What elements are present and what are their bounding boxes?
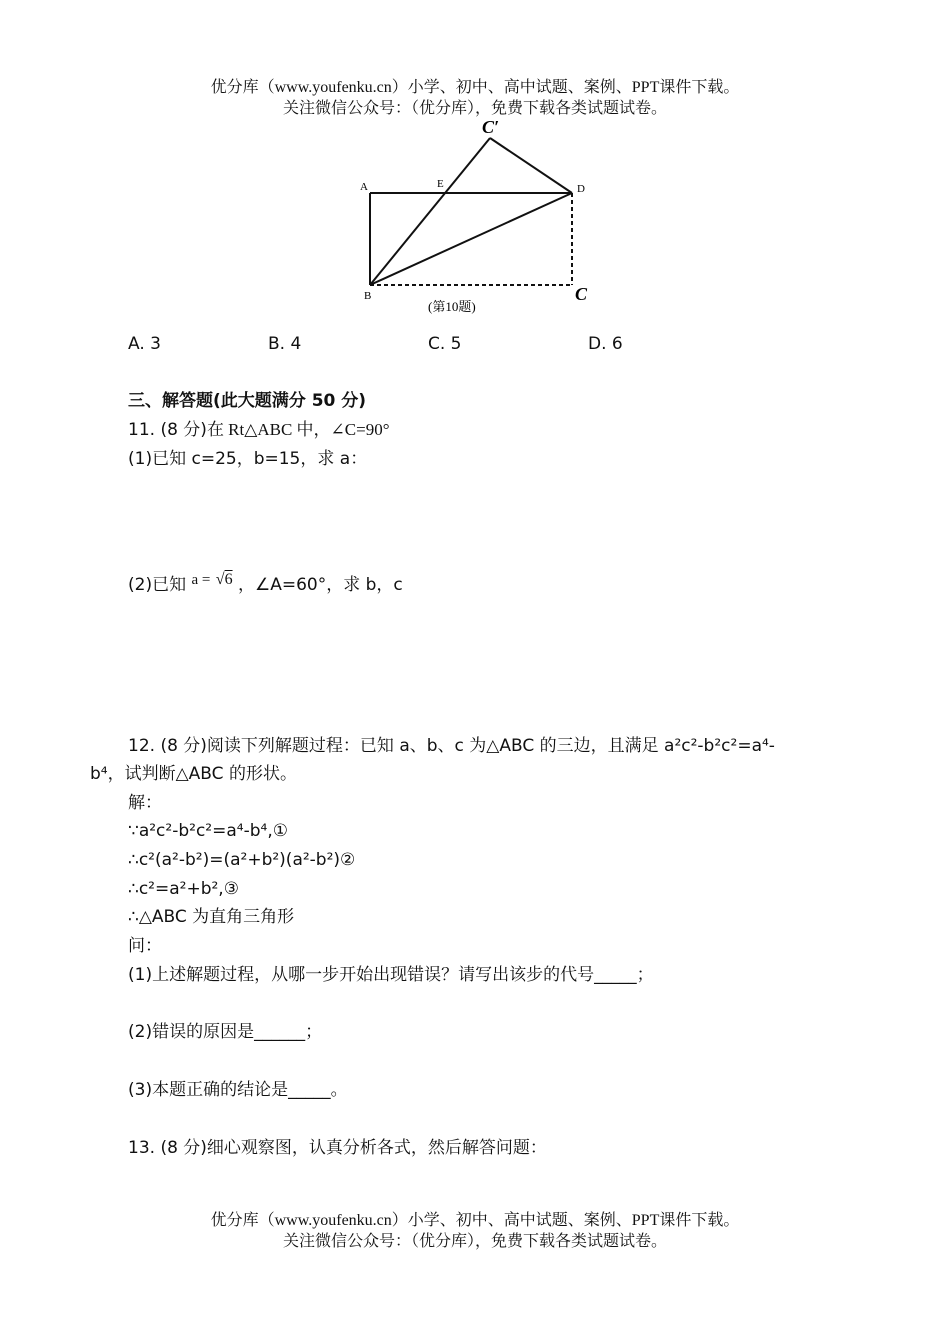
label-c: C	[575, 284, 588, 304]
q11-part2-prefix: (2)已知	[128, 575, 187, 595]
page-header-line1: 优分库（www.youfenku.cn）小学、初中、高中试题、案例、PPT课件下载。	[210, 79, 740, 96]
option-a: A. 3	[128, 334, 161, 354]
geometry-figure	[0, 118, 950, 318]
page-footer-line2: 关注微信公众号：（优分库），免费下载各类试题试卷。	[282, 1233, 667, 1250]
q12-step4: ∴△ABC 为直角三角形	[128, 907, 295, 927]
q12-step1: ∵a²c²-b²c²=a⁴-b⁴,①	[128, 821, 288, 841]
sqrt-icon: √6	[215, 571, 233, 588]
q13-stem: 13. (8 分)细心观察图，认真分析各式，然后解答问题：	[128, 1138, 547, 1158]
label-d: D	[577, 183, 585, 195]
section-title: 三、解答题(此大题满分 50 分)	[128, 391, 367, 411]
option-c: C. 5	[428, 334, 462, 354]
q12-sub1: (1)上述解题过程，从哪一步开始出现错误？请写出该步的代号_____；	[128, 965, 654, 985]
q12-step3: ∴c²=a²+b²,③	[128, 879, 239, 899]
q11-part1: (1)已知 c=25，b=15，求 a：	[128, 449, 368, 469]
segment-c-prime-d	[490, 138, 572, 193]
segment-bc-prime	[370, 138, 490, 285]
label-c-prime: C′	[482, 118, 500, 137]
radicand: 6	[224, 571, 233, 588]
q12-step2: ∴c²(a²-b²)=(a²+b²)(a²-b²)②	[128, 850, 356, 870]
q12-question-label: 问：	[128, 936, 162, 956]
segment-bd	[370, 193, 572, 285]
page-footer-line1: 优分库（www.youfenku.cn）小学、初中、高中试题、案例、PPT课件下载。	[210, 1212, 740, 1229]
q11-part2	[128, 573, 403, 598]
q12-sub2: (2)错误的原因是______；	[128, 1022, 323, 1042]
option-d: D. 6	[588, 334, 623, 354]
label-a: A	[360, 181, 368, 193]
q11-stem	[128, 418, 390, 442]
q12-stem-line2: b⁴，试判断△ABC 的形状。	[90, 764, 297, 784]
q12-sub3: (3)本题正确的结论是_____。	[128, 1080, 348, 1100]
q12-stem-line1: 12. (8 分)阅读下列解题过程：已知 a、b、c 为△ABC 的三边，且满足 a²c²-b²c²=a⁴-	[128, 736, 775, 756]
page-header-line2: 关注微信公众号：（优分库），免费下载各类试题试卷。	[282, 100, 667, 117]
formula-a-equals: a =	[191, 572, 211, 588]
q11-part2-suffix: ，∠A=60°，求 b，c	[237, 575, 403, 595]
q11-number: 11. (8 分)	[128, 420, 207, 440]
label-b: B	[364, 290, 372, 302]
label-e: E	[437, 178, 444, 190]
q11-stem-text: 在 Rt△ABC 中，∠C=90°	[206, 420, 390, 439]
option-b: B. 4	[268, 334, 302, 354]
q12-solution-label: 解：	[128, 793, 162, 813]
figure-caption: (第10题)	[428, 299, 476, 314]
